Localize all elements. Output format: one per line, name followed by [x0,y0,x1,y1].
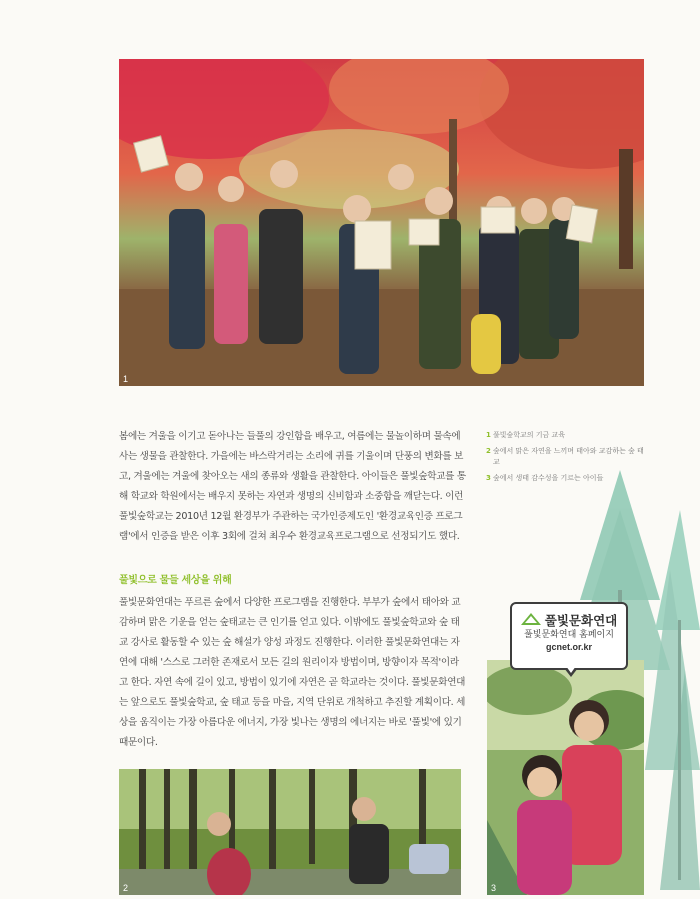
paragraph-1: 봄에는 겨울을 이기고 돋아나는 들풀의 강인함을 배우고, 여름에는 물놀이하며 물속에 사는 생물을 관찰한다. 가을에는 바스락거리는 소리에 귀를 기울이며 단풍의 변화를 보고, 겨울에는 겨울에 찾아오는 새의 종류와 생활을 관찰한다. 아이들은 풀빛숲학교를 통해 학교와 학원에서는 배우지 못하는 자연과 생명의 신비함과 소중함을 깨닫는다. 이런 풀빛숲학교는 2010년 12월 환경부가 주관하는 국가인증제도인 '환경교육인증 프로그램'에서 인증을 받은 이후 3회에 걸쳐 최우수 환경교육프로그램으로 선정되기도 했다. [119,431,466,542]
section-heading: 풀빛으로 물들 세상을 위해 [119,575,232,586]
homepage-url[interactable]: gcnet.or.kr [545,642,592,652]
caption-number: 2 [486,447,491,455]
paragraph-2: 풀빛문화연대는 푸르른 숲에서 다양한 프로그램을 진행한다. 부부가 숲에서 태아와 교감하며 맑은 기운을 얻는 숲태교는 큰 인기를 얻고 있다. 이밖에도 풀빛숲학교와 숲 태교 강사로 활동할 수 있는 숲 해설가 양성 과정도 진행한다. 이러한 풀빛문화연대는 자연에 대해 '스스로 그러한 존재로서 모든 길의 원리이자 방법이며, 방향이자 목적'이라고 한다. 자연 속에 길이 있고, 방법이 있기에 자연은 곧 학교라는 것이다. 풀빛문화연대는 앞으로도 풀빛숲학교, 숲 태교 등을 마을, 지역 단위로 개척하고 추진할 계획이다. 세상을 움직이는 가장 아름다운 에너지, 가장 빛나는 생명의 에너지는 바로 '풀빛'에 있기 때문이다. [119,597,466,748]
homepage-label: 풀빛문화연대 홈페이지 [524,630,614,640]
forest-taegyo-photo [119,769,461,895]
caption-text: 풀빛숲학교의 기금 교육 [493,431,566,439]
caption-item [486,430,646,441]
photo-number: 3 [491,883,497,893]
article-body [119,427,467,753]
card-pointer [564,668,578,677]
homepage-card [510,602,628,670]
caption-text: 숲에서 생태 감수성을 기르는 아이들 [493,474,604,482]
children-autumn-forest-photo [119,59,644,386]
tree-logo-icon [521,610,541,629]
photo-number: 2 [123,883,129,893]
caption-text: 숲에서 맑은 자연을 느끼며 태아와 교감하는 숲 태교 [493,447,644,466]
organization-logo [512,610,626,629]
kids-in-forest-photo [487,660,644,895]
caption-number: 1 [486,431,491,439]
photo-number: 1 [123,374,129,384]
caption-item [486,446,646,468]
logo-text: 풀빛문화연대 [544,612,618,628]
caption-number: 3 [486,474,491,482]
